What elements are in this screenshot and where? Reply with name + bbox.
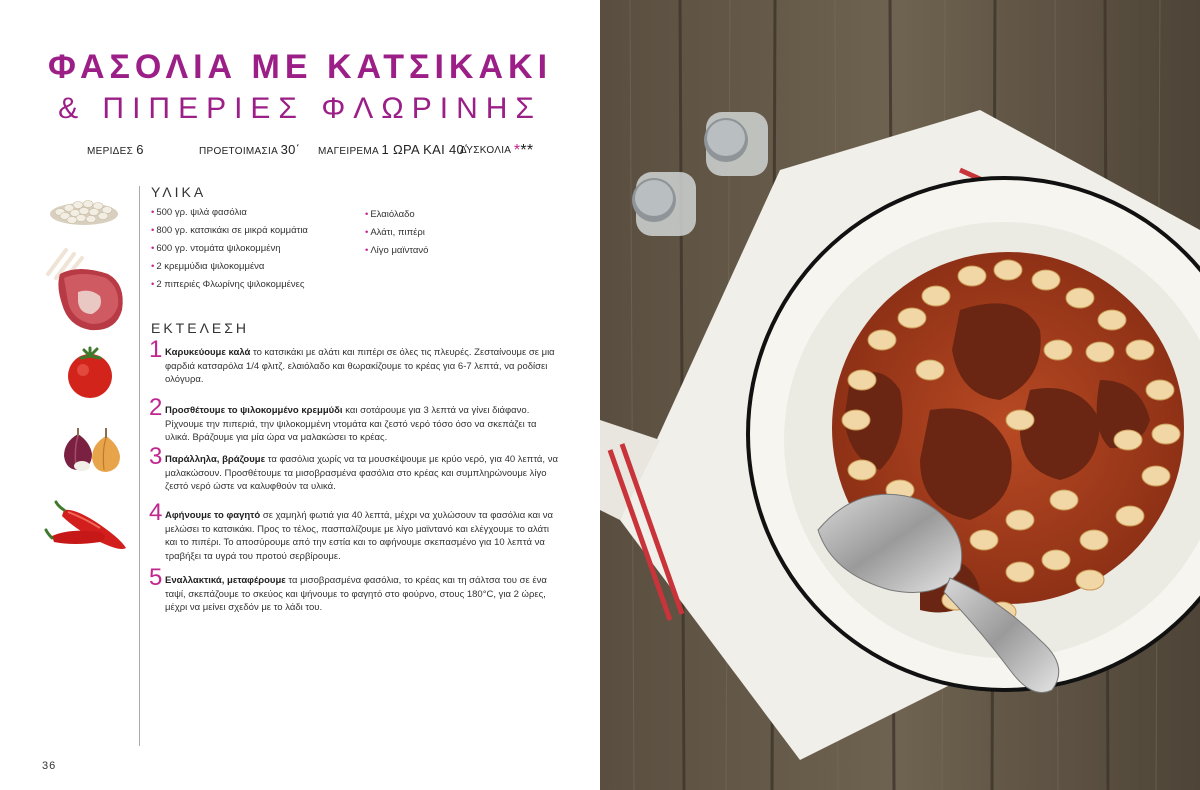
ingredient-item (151, 207, 247, 218)
ingredient-item (151, 279, 304, 290)
ingredient-item (365, 227, 425, 238)
meta-difficulty (460, 142, 533, 160)
difficulty-label: ΔΥΣΚΟΛΙΑ (460, 145, 511, 156)
ingredient-item (365, 245, 428, 256)
dish-photo (600, 0, 1200, 790)
onion-garlic-icon (56, 424, 126, 474)
step-body: τα μισοβρασμένα φασόλια, το κρέας και τη σάλτσα του σε ένα ταψί, σκεπάζουμε το σκεύος και ψήνουμε το φαγητό στο φούρνο, στους 180°C, για 2 ώρες, μέχρι να μείνει σχεδόν με το λάδι του. (165, 575, 547, 613)
portions-value: 6 (136, 142, 144, 157)
step-text (165, 453, 559, 494)
meta-prep (199, 142, 300, 157)
ingredient-text: 500 γρ. ψιλά φασόλια (156, 207, 247, 218)
ingredient-item (151, 261, 264, 272)
bullet: • (151, 243, 155, 254)
step-number: 2 (149, 394, 163, 421)
step-number: 5 (149, 564, 163, 591)
ingredient-text: 600 γρ. ντομάτα ψιλοκομμένη (156, 243, 281, 254)
bullet: • (365, 227, 369, 238)
divider-line (139, 186, 140, 746)
step-lead: Καρυκεύουμε καλά (165, 347, 251, 358)
tomato-icon (64, 346, 116, 400)
bullet: • (365, 245, 369, 256)
bullet: • (151, 261, 155, 272)
ingredient-item (151, 243, 281, 254)
ingredient-text: 2 πιπεριές Φλωρίνης ψιλοκομμένες (156, 279, 305, 290)
cook-label: ΜΑΓΕΙΡΕΜΑ (318, 146, 379, 157)
salt-shaker (704, 112, 768, 176)
ingredient-item (365, 209, 415, 220)
page-number: 36 (42, 760, 57, 772)
step-lead: Προσθέτουμε το ψιλοκομμένο κρεμμύδι (165, 405, 343, 416)
ingredient-text: Λίγο μαϊντανό (370, 245, 429, 256)
ingredient-text: Ελαιόλαδο (370, 209, 415, 220)
method-step (149, 499, 559, 563)
step-number: 1 (149, 336, 163, 363)
step-number: 4 (149, 499, 163, 526)
step-body: και σοτάρουμε για 3 λεπτά να γίνει διάφανο. Ρίχνουμε την πιπεριά, την ψιλοκομμένη ντομάτα και ζεστό νερό τόσο όσο να σκεπάζει τα υλικά. Βράζουμε για μία ώρα να μαλακώσει το κρέας. (165, 405, 537, 443)
cook-value: 1 ΩΡΑ ΚΑΙ 40΄ (381, 142, 469, 157)
bullet: • (151, 279, 155, 290)
method-step (149, 394, 559, 445)
bullet: • (365, 209, 369, 220)
ingredient-item (151, 225, 308, 236)
step-lead: Εναλλακτικά, μεταφέρουμε (165, 575, 286, 586)
step-text (165, 574, 559, 615)
method-step (149, 443, 559, 494)
red-peppers-icon (44, 500, 130, 556)
step-body: το κατσικάκι με αλάτι και πιπέρι σε όλες τις πλευρές. Ζεσταίνουμε σε μια φαρδιά κατσαρόλα 1/4 φλιτζ. ελαιόλαδο και θωρακίζουμε το κρέας για 6-7 λεπτά, να ροδίσει ολόγυρα. (165, 347, 555, 385)
beans-icon (46, 188, 122, 228)
method-step (149, 564, 559, 615)
step-lead: Παράλληλα, βράζουμε (165, 454, 266, 465)
prep-label: ΠΡΟΕΤΟΙΜΑΣΙΑ (199, 146, 278, 157)
bullet: • (151, 207, 155, 218)
meta-portions (87, 142, 144, 157)
bullet: • (151, 225, 155, 236)
ingredient-text: 2 κρεμμύδια ψιλοκομμένα (156, 261, 265, 272)
step-lead: Αφήνουμε το φαγητό (165, 510, 261, 521)
method-heading: ΕΚΤΕΛΕΣΗ (151, 320, 250, 336)
step-text (165, 509, 559, 563)
ingredients-heading: ΥΛΙΚΑ (151, 184, 207, 200)
prep-value: 30΄ (280, 142, 301, 157)
meta-cook (318, 142, 469, 157)
step-text (165, 404, 559, 445)
step-body: τα φασόλια χωρίς να τα μουσκέψουμε με κρύο νερό, για 40 λεπτά, να μαλακώσουν. Προσθέτουμε τα μισοβρασμένα φασόλια στο κρέας και συμπληρώνουμε λίγο ζεστό νερό ώστε να καλυφθούν τα υλικά. (165, 454, 558, 492)
method-step (149, 336, 559, 387)
bean-stew-bowl-photo (600, 0, 1200, 790)
lamb-rack-icon (38, 244, 128, 334)
step-text (165, 346, 559, 387)
recipe-title-line2: & ΠΙΠΕΡΙΕΣ ΦΛΩΡΙΝΗΣ (58, 92, 542, 125)
step-body: σε χαμηλή φωτιά για 40 λεπτά, μέχρι να χυλώσουν τα φασόλια και να μελώσει το κατσικάκι. Προς το τέλος, πασπαλίζουμε με λίγο μαϊντανό και ελέγχουμε το αλάτι και το πιπέρι. Το αποσύρουμε από την εστία και το αφήνουμε σκεπασμένο για 10 λεπτά να τραβήξει τα υγρά του προτού σερβίρουμε. (165, 510, 553, 562)
recipe-title-line1: ΦΑΣΟΛΙΑ ΜΕ ΚΑΤΣΙΚΑΚΙ (47, 48, 553, 86)
ingredient-text: Αλάτι, πιπέρι (370, 227, 425, 238)
portions-label: ΜΕΡΙΔΕΣ (87, 146, 134, 157)
difficulty-stars: *** (513, 142, 534, 159)
step-number: 3 (149, 443, 163, 470)
ingredient-text: 800 γρ. κατσικάκι σε μικρά κομμάτια (156, 225, 308, 236)
